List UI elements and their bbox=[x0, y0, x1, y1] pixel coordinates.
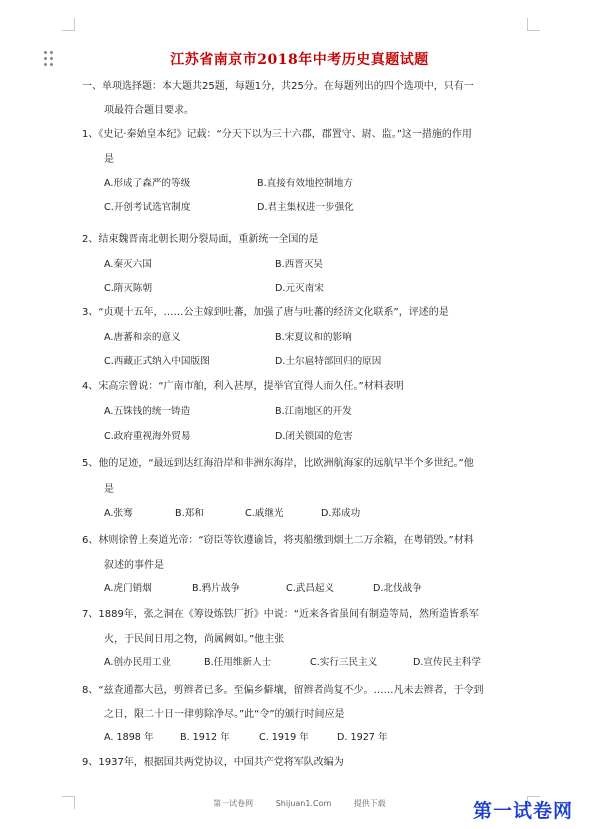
question-option: D. 1927 年 bbox=[337, 732, 388, 743]
question-option: C.隋灭陈朝 bbox=[104, 283, 153, 294]
footer-site-url[interactable]: Shijuan1.Com bbox=[275, 799, 332, 808]
question-option: A. 1898 年 bbox=[104, 732, 154, 743]
question-stem: 8、“兹查通都大邑，剪辫者已多。至偏乡僻壤，留辫者尚复不少。……凡未去辫者，于令到 bbox=[82, 685, 484, 696]
question-option: C.实行三民主义 bbox=[310, 657, 378, 668]
document-title: 江苏省南京市2018年中考历史真题试题 bbox=[170, 52, 429, 68]
question-stem: 叙述的事件是 bbox=[104, 560, 164, 571]
question-option: B.西晋灭吴 bbox=[275, 259, 324, 270]
question-option: A.形成了森严的等级 bbox=[104, 178, 191, 189]
question-stem: 7、1889年，张之洞在《筹设炼铁厂折》中说：“近来各省虽间有制造等局，然所造皆系军 bbox=[82, 609, 479, 620]
question-option: D.土尔扈特部回归的原因 bbox=[275, 356, 382, 367]
page-corner-mark bbox=[62, 18, 75, 31]
question-stem: 火，于民间日用之物，尚属阙如。”他主张 bbox=[104, 634, 285, 645]
question-option: B.宋夏议和的影响 bbox=[275, 332, 352, 343]
footer-site-name: 第一试卷网 bbox=[213, 799, 254, 808]
question-option: A.虎门销烟 bbox=[104, 583, 152, 594]
question-stem: 4、宋高宗曾说：“广南市舶，利入甚厚，提举官宜得人而久任。”材料表明 bbox=[82, 381, 404, 392]
question-option: C.开创考试选官制度 bbox=[104, 202, 191, 213]
brand-watermark: 第一试卷网 bbox=[473, 800, 574, 822]
question-option: C.政府重视海外贸易 bbox=[104, 431, 191, 442]
page-corner-mark bbox=[527, 18, 540, 31]
question-stem: 之日，限二十日一律剪除净尽。”此“令”的颁行时间应是 bbox=[104, 709, 345, 720]
question-option: A.唐蕃和亲的意义 bbox=[104, 332, 181, 343]
question-option: B.任用维新人士 bbox=[204, 657, 272, 668]
question-option: A.五铢钱的统一铸造 bbox=[104, 406, 191, 417]
question-option: A.创办民用工业 bbox=[104, 657, 172, 668]
section-instruction: 一、单项选择题：本大题共25题，每题1分，共25分。在每题列出的四个选项中，只有一 bbox=[82, 81, 474, 92]
question-option: C. 1919 年 bbox=[259, 732, 309, 743]
question-option: C.武昌起义 bbox=[286, 583, 335, 594]
question-stem: 1、《史记·秦始皇本纪》记载：“分天下以为三十六郡，郡置守、尉、监。”这一措施的作用 bbox=[82, 129, 472, 140]
question-option: B.直接有效地控制地方 bbox=[257, 178, 353, 189]
question-stem: 是 bbox=[104, 484, 114, 495]
question-stem: 6、林则徐曾上奏道光帝：“窃臣等钦遵谕旨，将夷船缴到烟土二万余箱，在粤销毁。”材料 bbox=[82, 535, 474, 546]
question-option: C.戚继光 bbox=[245, 508, 284, 519]
question-option: D.郑成功 bbox=[321, 508, 361, 519]
question-stem: 3、“贞观十五年，……公主嫁到吐蕃，加强了唐与吐蕃的经济文化联系”，评述的是 bbox=[82, 307, 449, 318]
question-stem: 是 bbox=[104, 154, 114, 165]
question-option: C.西藏正式纳入中国版图 bbox=[104, 356, 210, 367]
section-instruction: 项最符合题目要求。 bbox=[104, 105, 194, 116]
footer-download-text: 提供下载 bbox=[353, 799, 386, 808]
question-stem: 9、1937年，根据国共两党协议，中国共产党将军队改编为 bbox=[82, 757, 344, 768]
question-option: B.江南地区的开发 bbox=[275, 406, 352, 417]
question-option: B.鸦片战争 bbox=[192, 583, 241, 594]
question-option: B. 1912 年 bbox=[180, 732, 230, 743]
question-stem: 2、结束魏晋南北朝长期分裂局面，重新统一全国的是 bbox=[82, 234, 319, 245]
question-option: A.张骞 bbox=[104, 508, 133, 519]
question-option: D.宣传民主科学 bbox=[413, 657, 481, 668]
question-option: A.秦灭六国 bbox=[104, 259, 152, 270]
question-option: B.郑和 bbox=[175, 508, 204, 519]
question-stem: 5、他的足迹，“最远到达红海沿岸和非洲东海岸，比欧洲航海家的远航早半个多世纪。”他 bbox=[82, 458, 474, 469]
question-option: D.君主集权进一步强化 bbox=[257, 202, 354, 213]
question-option: D.元灭南宋 bbox=[275, 283, 324, 294]
question-option: D.闭关锁国的危害 bbox=[275, 431, 353, 442]
question-option: D.北伐战争 bbox=[373, 583, 422, 594]
